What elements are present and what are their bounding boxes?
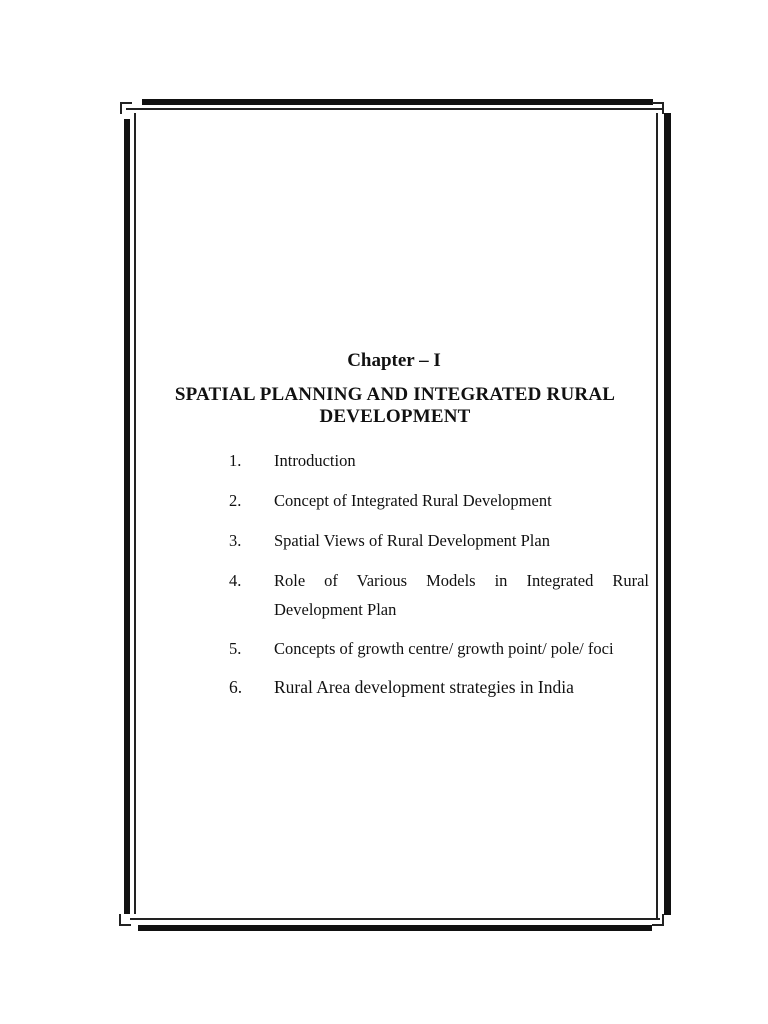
page-border-left (124, 119, 130, 914)
toc-item-text: Rural Area development strategies in India (274, 677, 574, 697)
toc-item-text: Concepts of growth centre/ growth point/ pole/ foci (274, 639, 614, 658)
toc-item-number: 5. (229, 639, 242, 658)
toc-item (229, 486, 649, 515)
page-border-bottom (138, 925, 652, 931)
border-corner-top-right (652, 102, 664, 114)
toc-item-text: Role of Various Models in Integrated Rural Development Plan (274, 571, 649, 619)
page-inner-border-left (134, 113, 136, 914)
toc-item-number: 3. (229, 531, 242, 550)
toc-item-number: 1. (229, 451, 242, 470)
chapter-title: SPATIAL PLANNING AND INTEGRATED RURAL DEVELOPMENT (174, 384, 616, 427)
page-border-right (664, 113, 671, 915)
page-inner-border-bottom (130, 918, 660, 920)
toc-item (229, 526, 649, 555)
border-corner-top-left (120, 102, 132, 114)
toc-item-text: Introduction (274, 451, 356, 470)
toc-item-number: 6. (229, 677, 243, 697)
toc-item-text: Concept of Integrated Rural Development (274, 491, 552, 510)
toc-item (229, 634, 649, 663)
border-corner-bottom-left (119, 914, 131, 926)
page-border-top (142, 99, 653, 105)
page-inner-border-top (126, 108, 663, 110)
table-of-contents (229, 446, 649, 713)
toc-item-text: Spatial Views of Rural Development Plan (274, 531, 550, 550)
border-corner-bottom-right (652, 914, 664, 926)
toc-item-number: 2. (229, 491, 242, 510)
toc-item (229, 566, 649, 624)
toc-item (229, 446, 649, 475)
toc-item (229, 673, 649, 702)
page-inner-border-right (656, 113, 658, 918)
toc-item-number: 4. (229, 571, 242, 590)
chapter-label: Chapter – I (347, 350, 441, 371)
